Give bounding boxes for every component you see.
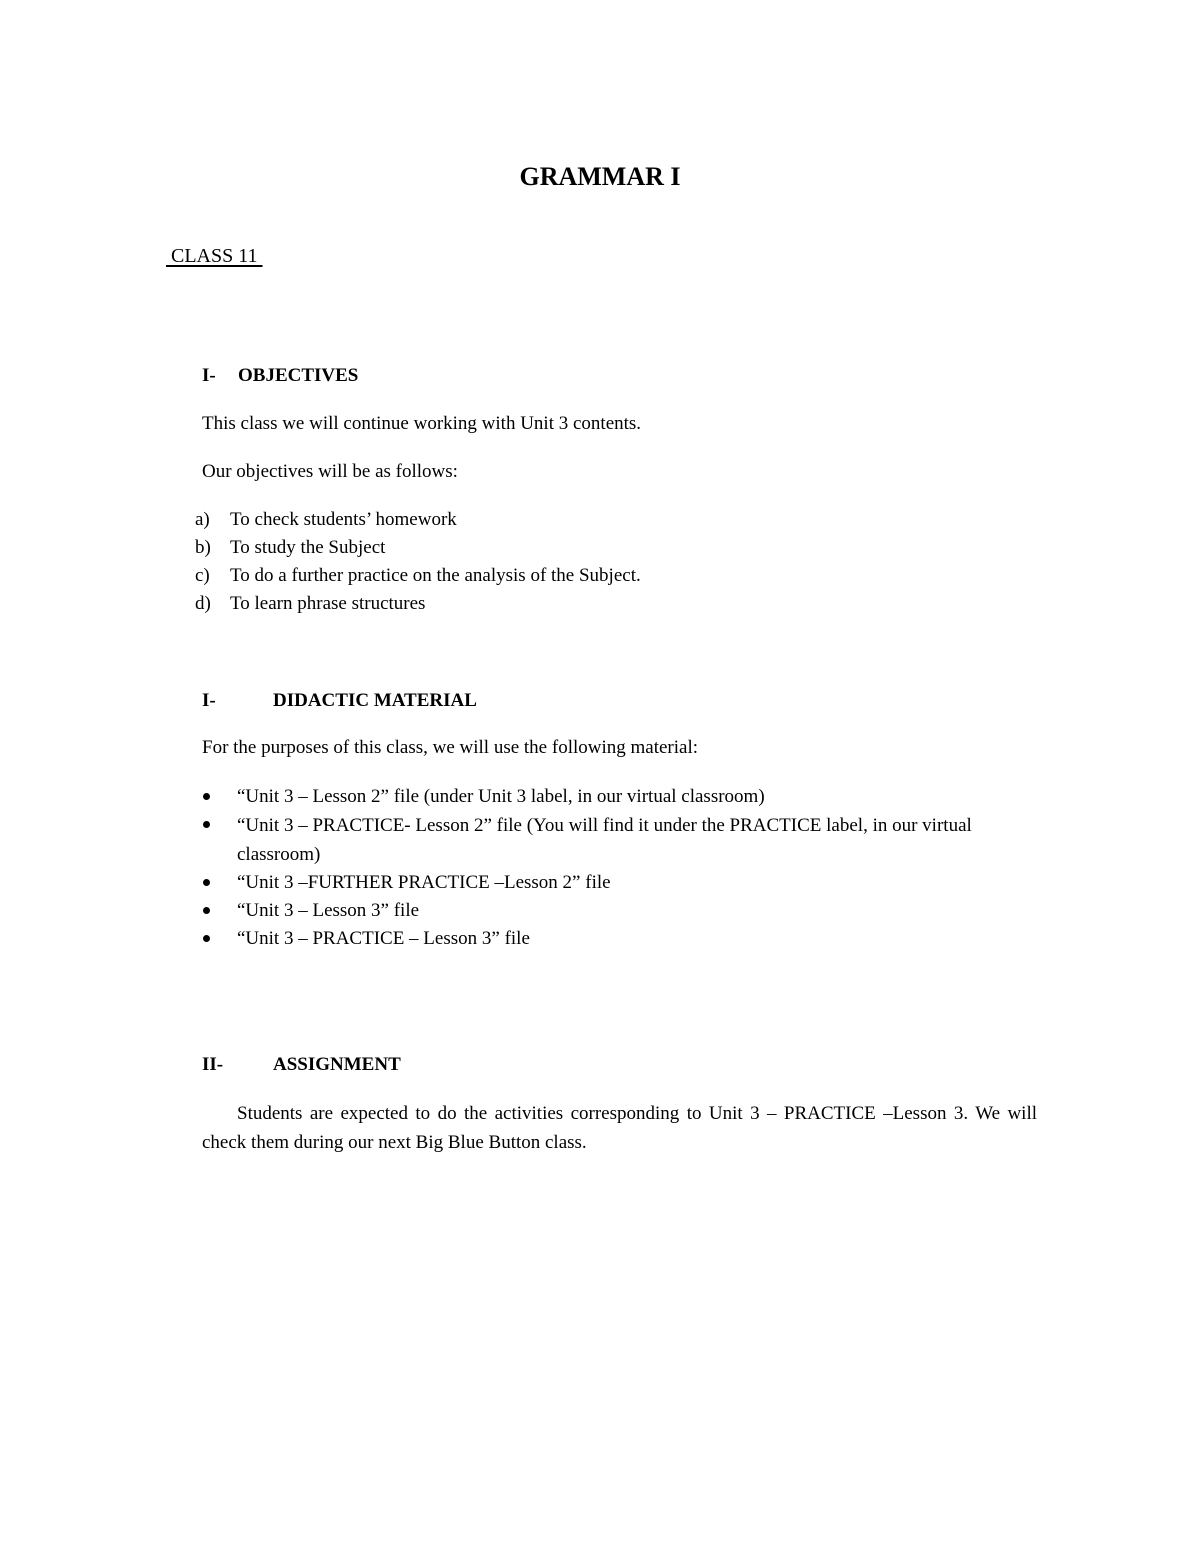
list-item: “Unit 3 – Lesson 3” file	[237, 900, 420, 921]
list-marker: c)	[195, 565, 210, 586]
document-title: GRAMMAR I	[519, 162, 681, 191]
list-item: “Unit 3 – PRACTICE – Lesson 3” file	[237, 928, 530, 949]
list-marker: b)	[195, 537, 211, 558]
section-title-objectives: OBJECTIVES	[238, 365, 359, 386]
list-item: To do a further practice on the analysis of the Subject.	[230, 565, 641, 586]
objectives-intro: This class we will continue working with Unit 3 contents.	[202, 413, 642, 434]
objectives-lead: Our objectives will be as follows:	[202, 461, 458, 482]
section-title-didactic-material: DIDACTIC MATERIAL	[273, 690, 477, 711]
bullet-icon	[203, 793, 210, 800]
list-item: To study the Subject	[230, 537, 386, 558]
section-title-assignment: ASSIGNMENT	[273, 1054, 401, 1075]
bullet-icon	[203, 935, 210, 942]
list-item: “Unit 3 – Lesson 2” file (under Unit 3 label, in our virtual classroom)	[237, 786, 765, 807]
list-item: To learn phrase structures	[230, 593, 426, 614]
material-intro: For the purposes of this class, we will use the following material:	[202, 737, 699, 758]
list-item: To check students’ homework	[230, 509, 457, 530]
class-heading: CLASS 11	[166, 245, 263, 267]
list-item: “Unit 3 –FURTHER PRACTICE –Lesson 2” file	[237, 872, 611, 893]
assignment-paragraph: Students are expected to do the activities corresponding to Unit 3 – PRACTICE –Lesson 3. We will check them during our next Big Blue Button class.	[202, 1103, 1037, 1153]
bullet-icon	[203, 821, 210, 828]
list-marker: a)	[195, 509, 210, 530]
section-number: I-	[202, 365, 216, 386]
bullet-icon	[203, 907, 210, 914]
list-item: “Unit 3 – PRACTICE- Lesson 2” file (You will find it under the PRACTICE label, in our virtual classroom)	[237, 815, 972, 865]
bullet-icon	[203, 879, 210, 886]
list-marker: d)	[195, 593, 211, 614]
section-number: II-	[202, 1054, 224, 1075]
section-number: I-	[202, 690, 216, 711]
